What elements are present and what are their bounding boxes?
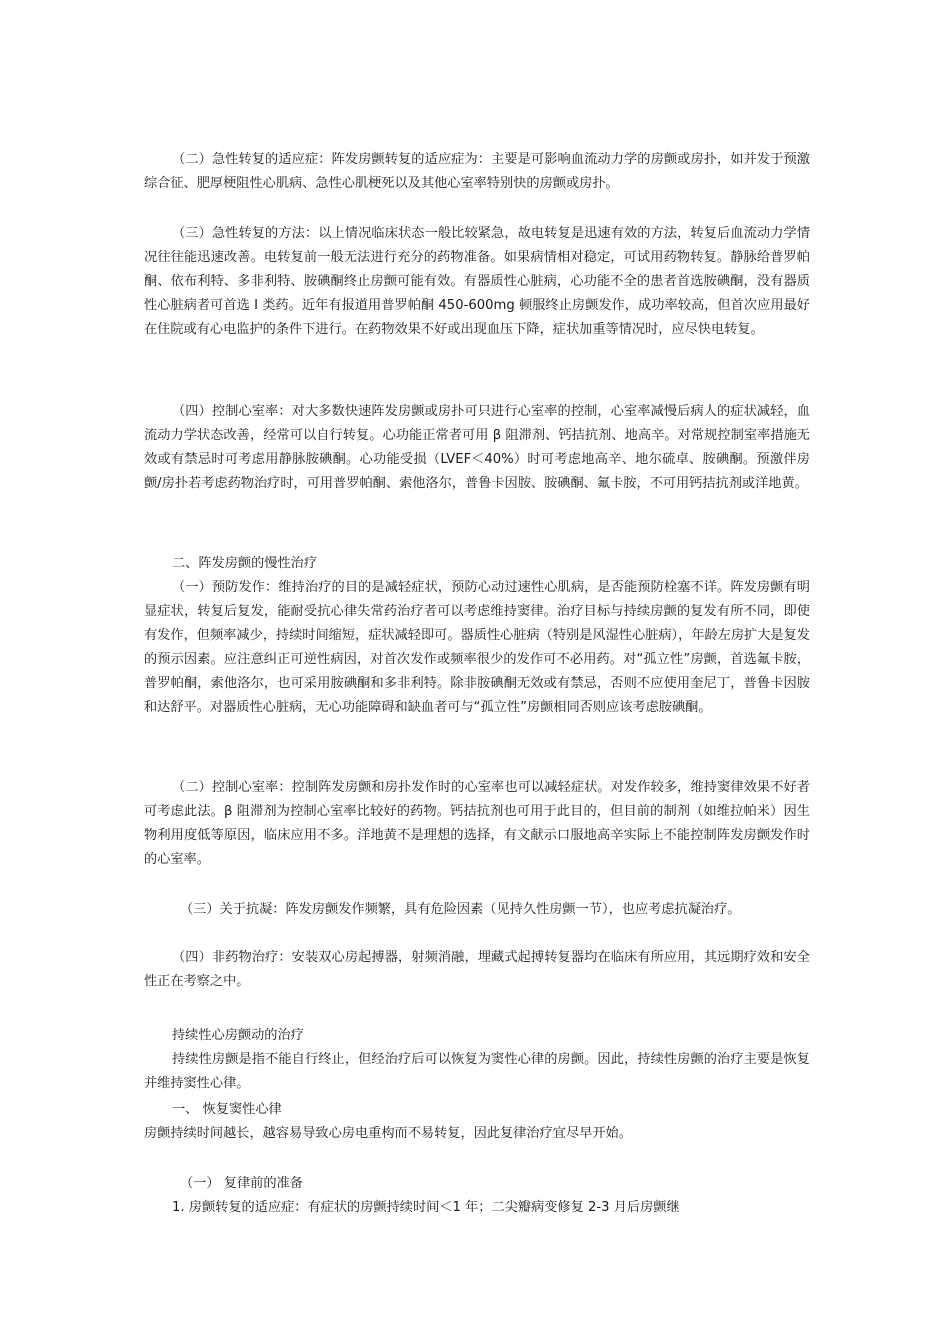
heading-restore-sinus: 一、 恢复窦性心律 xyxy=(172,1102,282,1117)
heading-chronic-treatment: 二、阵发房颤的慢性治疗 xyxy=(172,556,318,571)
paragraph-chronic-rate-control: （二）控制心室率：控制阵发房颤和房扑发作时的心室率也可以减轻症状。对发作较多，维持窦律效果不好者可考虑此法。β 阻滞剂为控制心室率比较好的药物。钙拮抗剂也可用于此目的，但目前的制剂（如维拉帕米）因生物利用度低等原因，临床应用不多。洋地黄不是理想的选择，有文献示口服地高辛实际上不能控制阵发房颤发作时的心室率。 xyxy=(144,780,810,867)
paragraph-early-cardioversion: 房颤持续时间越长，越容易导致心房电重构而不易转复，因此复律治疗宜尽早开始。 xyxy=(144,1126,632,1141)
paragraph-acute-indications: （二）急性转复的适应症：阵发房颤转复的适应症为：主要是可影响血流动力学的房颤或房扑，如并发于预激综合征、肥厚梗阻性心肌病、急性心肌梗死以及其他心室率特别快的房颤或房扑。 xyxy=(144,152,810,191)
paragraph-rate-control: （四）控制心室率：对大多数快速阵发房颤或房扑可只进行心室率的控制，心室率减慢后病人的症状减轻，血流动力学状态改善，经常可以自行转复。心功能正常者可用 β 阻滞剂、钙拮抗剂、地高辛。对常规控制室率措施无效或有禁忌时可考虑用静脉胺碘酮。心功能受损（LVEF＜40%）时可考虑地高辛、地尔硫卓、胺碘酮。预激伴房颤/房扑若考虑药物治疗时，可用普罗帕酮、索他洛尔，普鲁卡因胺、胺碘酮、氟卡胺，不可用钙拮抗剂或洋地黄。 xyxy=(144,404,810,491)
paragraph-persistent-af: 持续性房颤是指不能自行终止，但经治疗后可以恢复为窦性心律的房颤。因此，持续性房颤的治疗主要是恢复并维持窦性心律。 xyxy=(144,1052,810,1091)
list-item-indications: 1. 房颤转复的适应症：有症状的房颤持续时间＜1 年；二尖瓣病变修复 2-3 月后房颤继 xyxy=(172,1200,680,1215)
heading-persistent-af: 持续性心房颤动的治疗 xyxy=(172,1028,304,1043)
paragraph-prevention: （一）预防发作：维持治疗的目的是减轻症状，预防心动过速性心肌病，是否能预防栓塞不详。阵发房颤有明显症状，转复后复发，能耐受抗心律失常药治疗者可以考虑维持窦律。治疗目标与持续房颤的复发有所不同，即使有发作，但频率减少，持续时间缩短，症状减轻即可。器质性心脏病（特别是风湿性心脏病），年龄左房扩大是复发的预示因素。应注意纠正可逆性病因，对首次发作或频率很少的发作可不必用药。对“孤立性”房颤，首选氟卡胺，普罗帕酮，索他洛尔，也可采用胺碘酮和多非利特。除非胺碘酮无效或有禁忌，否则不应使用奎尼丁，普鲁卡因胺和达舒平。对器质性心脏病，无心功能障碍和缺血者可与“孤立性”房颤相同否则应该考虑胺碘酮。 xyxy=(144,580,810,715)
paragraph-acute-methods: （三）急性转复的方法：以上情况临床状态一般比较紧急，故电转复是迅速有效的方法，转复后血流动力学情况往往能迅速改善。电转复前一般无法进行充分的药物准备。如果病情相对稳定，可试用药物转复。静脉给普罗帕酮、依布利特、多非利特、胺碘酮终止房颤可能有效。有器质性心脏病，心功能不全的患者首选胺碘酮，没有器质性心脏病者可首选 I 类药。近年有报道用普罗帕酮 450-600mg 顿服终止房颤发作，成功率较高，但首次应用最好在住院或有心电监护的条件下进行。在药物效果不好或出现血压下降，症状加重等情况时，应尽快电转复。 xyxy=(144,226,810,337)
heading-preparation: （一） 复律前的准备 xyxy=(180,1176,303,1191)
paragraph-anticoagulation: （三）关于抗凝：阵发房颤发作频繁，具有危险因素（见持久性房颤一节），也应考虑抗凝治疗。 xyxy=(180,902,741,917)
paragraph-non-drug: （四）非药物治疗：安装双心房起搏器，射频消融，埋藏式起搏转复器均在临床有所应用，其远期疗效和安全性正在考察之中。 xyxy=(144,950,810,989)
